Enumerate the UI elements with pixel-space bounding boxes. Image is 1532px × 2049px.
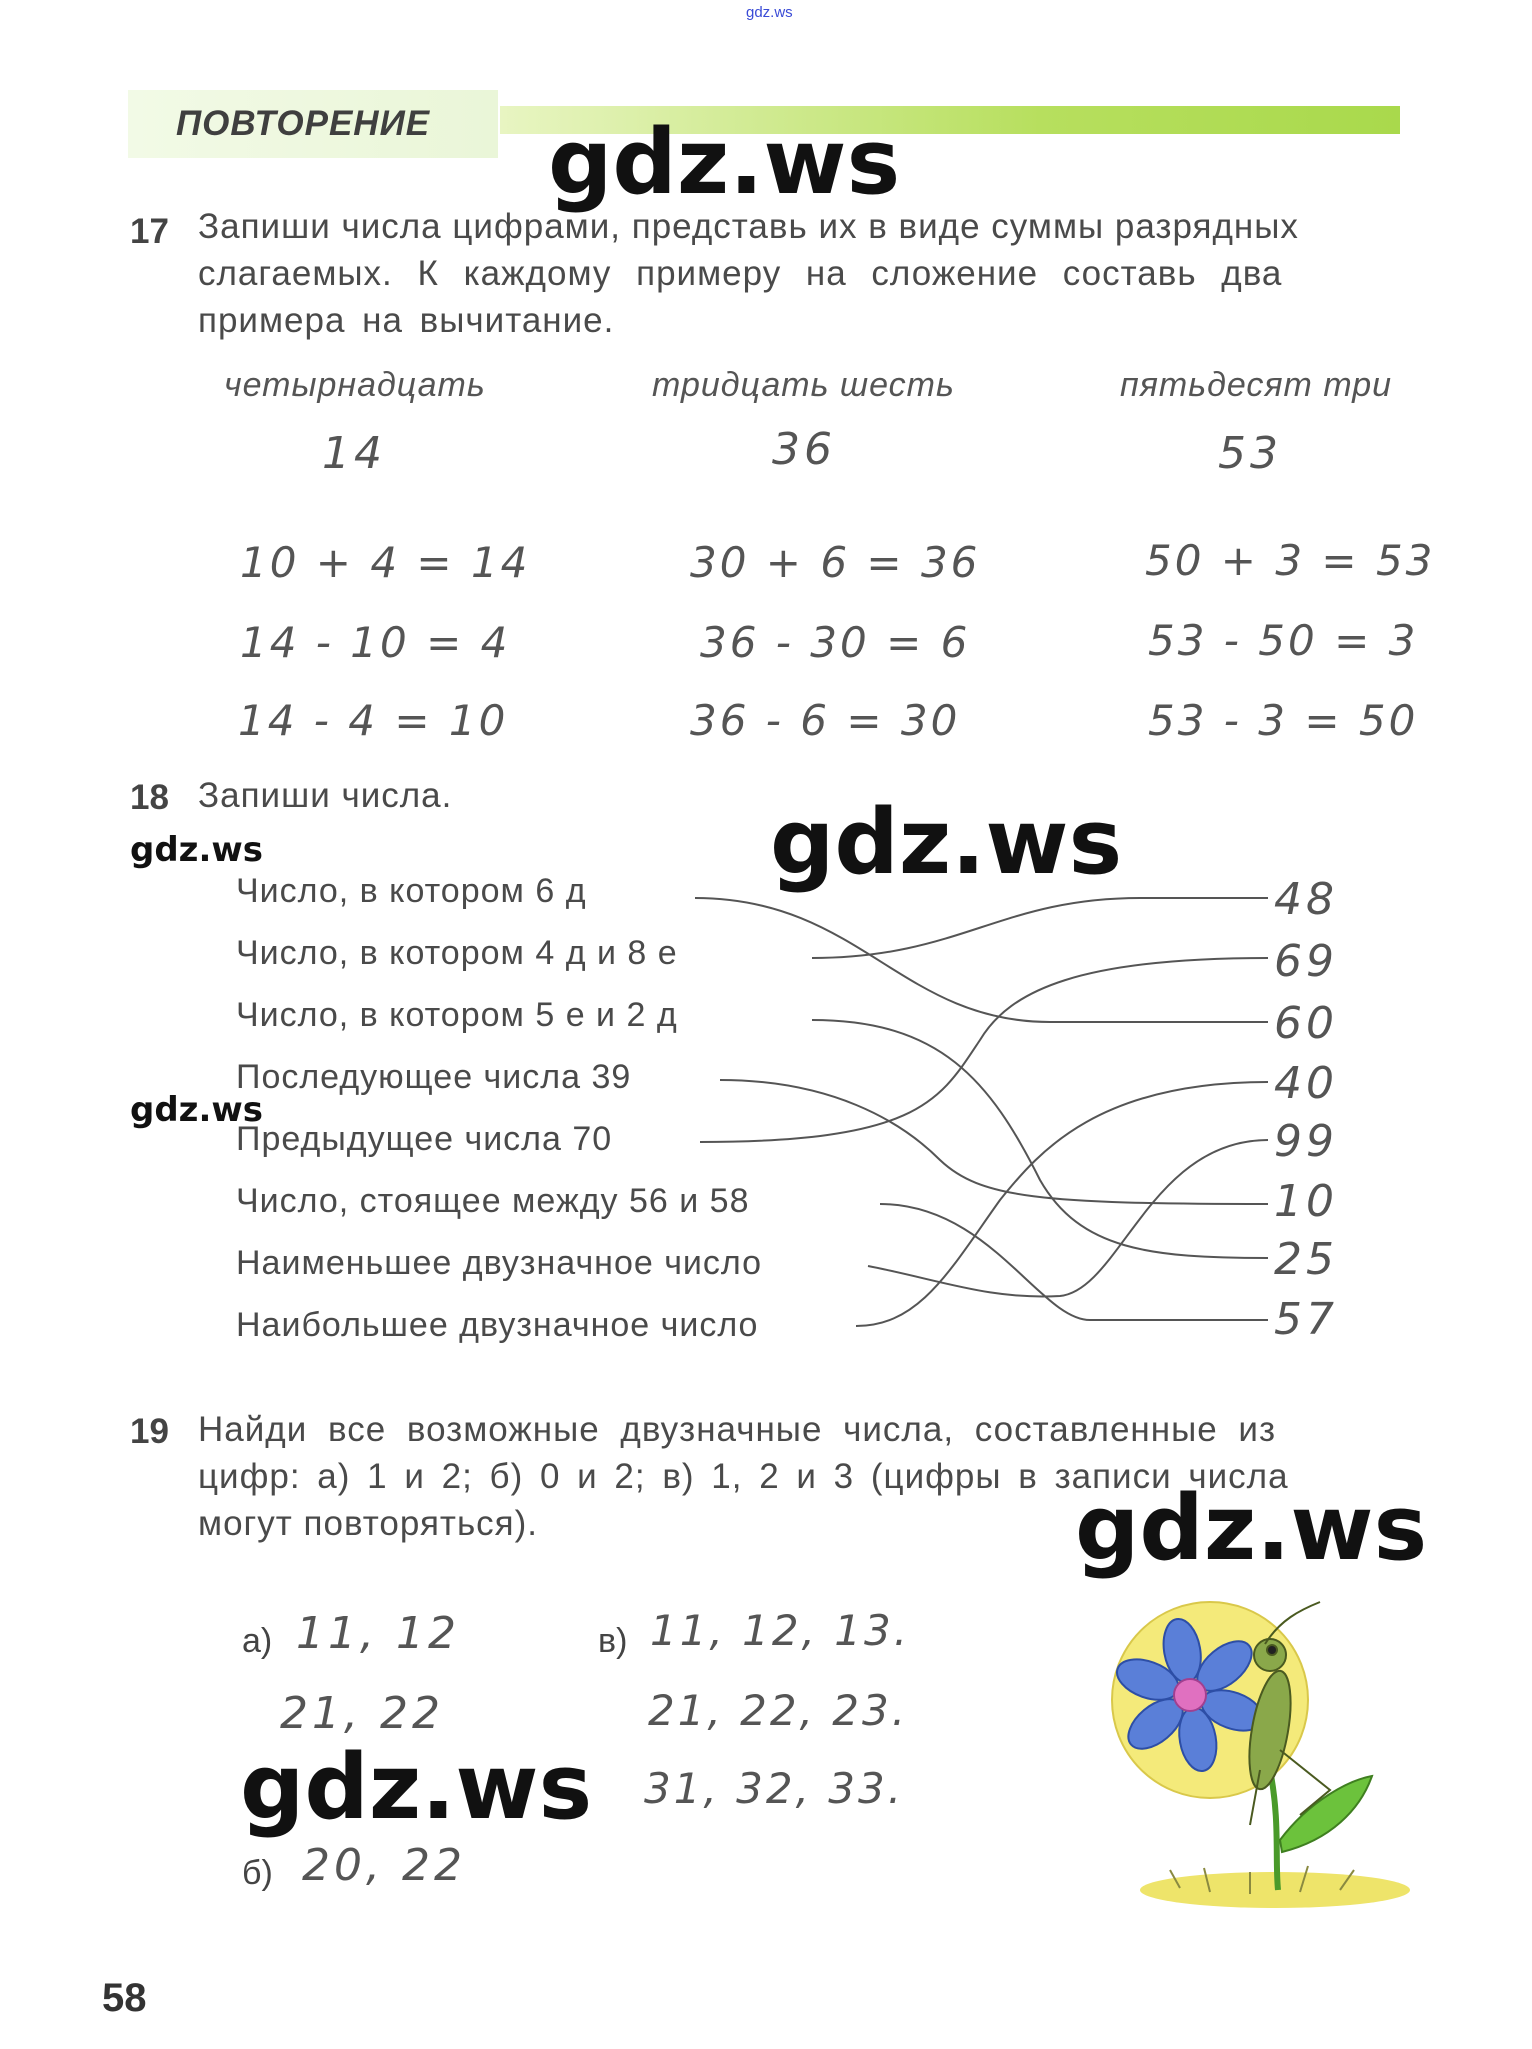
task-17-number: 17	[130, 212, 169, 251]
sum-col-3: 50 + 3 = 53	[1145, 536, 1436, 585]
watermark-1: gdz.ws	[548, 110, 901, 215]
flower-stem	[1270, 1770, 1278, 1890]
task-19-line-2: цифр: а) 1 и 2; б) 0 и 2; в) 1, 2 и 3 (цифры в записи числа	[198, 1457, 1289, 1496]
sub2-col-2: 36 - 6 = 30	[690, 696, 961, 745]
sum-col-1: 10 + 4 = 14	[240, 538, 531, 587]
answer-2: 69	[1274, 936, 1338, 987]
flower-center	[1174, 1679, 1206, 1711]
digits-col-2: 36	[772, 424, 836, 475]
watermark-2: gdz.ws	[770, 790, 1123, 895]
watermark-3: gdz.ws	[130, 830, 264, 870]
answer-7: 25	[1274, 1234, 1338, 1285]
digits-col-1: 14	[322, 428, 386, 479]
prompt-8: Наибольшее двузначное число	[236, 1306, 759, 1344]
task-19-number: 19	[130, 1412, 169, 1451]
prompt-6: Число, стоящее между 56 и 58	[236, 1182, 750, 1220]
task-17-line-3: примера на вычитание.	[198, 301, 615, 340]
answer-3: 60	[1274, 998, 1338, 1049]
sub2-col-3: 53 - 3 = 50	[1148, 696, 1419, 745]
answer-a-line-1: 11, 12	[296, 1608, 460, 1659]
digits-col-3: 53	[1218, 428, 1282, 479]
prompt-3: Число, в котором 5 е и 2 д	[236, 996, 678, 1034]
prompt-2: Число, в котором 4 д и 8 е	[236, 934, 678, 972]
line-5	[700, 958, 1268, 1142]
task-17-line-2: слагаемых. К каждому примеру на сложение составь два	[198, 254, 1283, 293]
answer-v-label: в)	[598, 1622, 628, 1660]
line-2	[812, 898, 1268, 958]
answer-a-line-2: 21, 22	[280, 1688, 444, 1739]
task-19-line-3: могут повторяться).	[198, 1504, 539, 1543]
task-18-number: 18	[130, 778, 169, 817]
answer-a-label: а)	[242, 1622, 273, 1660]
answer-4: 40	[1274, 1058, 1338, 1109]
prompt-7: Наименьшее двузначное число	[236, 1244, 763, 1282]
section-title: ПОВТОРЕНИЕ	[176, 104, 431, 143]
sub1-col-2: 36 - 30 = 6	[700, 618, 971, 667]
sub1-col-1: 14 - 10 = 4	[240, 618, 511, 667]
top-watermark: gdz.ws	[746, 4, 793, 21]
answer-v-line-1: 11, 12, 13.	[650, 1606, 911, 1655]
task-19-line-1: Найди все возможные двузначные числа, составленные из	[198, 1410, 1277, 1449]
prompt-5: Предыдущее числа 70	[236, 1120, 613, 1158]
line-7	[868, 1140, 1268, 1297]
line-4	[720, 1080, 1268, 1204]
prompt-4: Последующее числа 39	[236, 1058, 632, 1096]
watermark-6: gdz.ws	[240, 1735, 593, 1840]
answer-v-line-2: 21, 22, 23.	[648, 1686, 909, 1735]
watermark-5: gdz.ws	[1075, 1476, 1428, 1581]
answer-8: 57	[1274, 1294, 1338, 1345]
word-col-1: четырнадцать	[224, 366, 486, 404]
watermark-4: gdz.ws	[130, 1090, 264, 1130]
word-col-2: тридцать шесть	[652, 366, 955, 404]
sum-col-2: 30 + 6 = 36	[690, 538, 981, 587]
prompt-1: Число, в котором 6 д	[236, 872, 587, 910]
line-3	[812, 1020, 1268, 1258]
answer-6: 10	[1274, 1176, 1338, 1227]
answer-v-line-3: 31, 32, 33.	[644, 1764, 905, 1813]
sub1-col-3: 53 - 50 = 3	[1148, 616, 1419, 665]
task-17-line-1: Запиши числа цифрами, представь их в виде суммы разрядных	[198, 207, 1299, 246]
task-18-text: Запиши числа.	[198, 776, 453, 815]
page-number: 58	[102, 1976, 147, 2020]
answer-b-line-1: 20, 22	[302, 1840, 466, 1891]
answer-b-label: б)	[242, 1854, 273, 1892]
sub2-col-1: 14 - 4 = 10	[238, 696, 509, 745]
answer-1: 48	[1274, 874, 1338, 925]
task-19-text	[198, 1406, 1289, 1547]
answer-5: 99	[1274, 1116, 1338, 1167]
flower-grasshopper-illustration	[1100, 1600, 1420, 1910]
word-col-3: пятьдесят три	[1120, 366, 1393, 404]
